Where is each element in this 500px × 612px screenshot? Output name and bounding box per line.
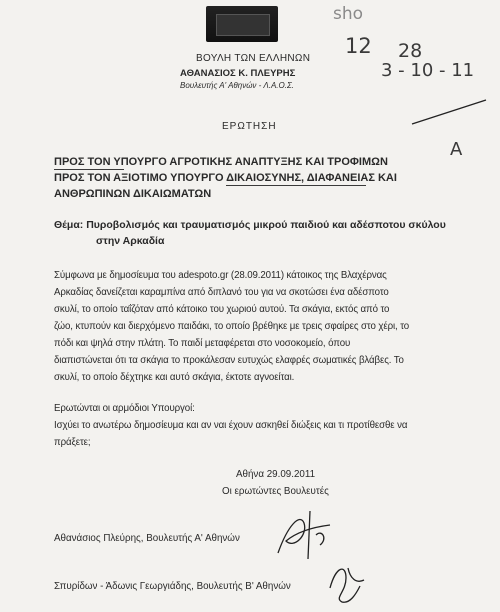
mp-role: Βουλευτής Α' Αθηνών - Λ.Α.Ο.Σ. [180, 81, 294, 90]
question-line-2: πράξετε; [54, 437, 91, 448]
document-title: ΕΡΩΤΗΣΗ [222, 121, 277, 132]
margin-stroke [410, 96, 490, 126]
signatory-2: Σπυρίδων - Άδωνις Γεωργιάδης, Βουλευτής Β' Αθηνών [54, 581, 291, 592]
addressee-line-2: ΠΡΟΣ ΤΟΝ ΑΞΙΟΤΙΜΟ ΥΠΟΥΡΓΟ ΔΙΚΑΙΟΣΥΝΗΣ, ΔΙΑΦΑΝΕΙΑΣ ΚΑΙ [54, 172, 397, 184]
signatory-1: Αθανάσιος Πλεύρης, Βουλευτής Α' Αθηνών [54, 533, 240, 544]
signature-1 [270, 505, 340, 565]
signature-2 [320, 558, 370, 608]
subject-line-1: Θέμα: Πυροβολισμός και τραυματισμός μικρού παιδιού και αδέσποτου σκύλου [54, 219, 446, 231]
body-line-6: διαπιστώνεται ότι τα σκάγια το προκάλεσαν ευτυχώς ελαφρές σωματικές βλάβες. Το [54, 355, 404, 366]
body-line-1: Σύμφωνα με δημοσίευμα του adespoto.gr (28.09.2011) κάτοικος της Βλαχέρνας [54, 270, 387, 281]
askers-label: Οι ερωτώντες Βουλευτές [222, 486, 329, 497]
underline-1 [54, 169, 124, 170]
parliament-name: ΒΟΥΛΗ ΤΩΝ ΕΛΛΗΝΩΝ [196, 53, 311, 64]
body-line-2: Αρκαδίας δανείζεται καραμπίνα από διπλανό του για να σκοτώσει ένα αδέσποτο [54, 287, 389, 298]
question-line-1: Ισχύει το ανωτέρω δημοσίευμα και αν ναι έχουν ασκηθεί διώξεις και τι προτίθεσθε να [54, 420, 408, 431]
body-line-5: πόδι και ψηλά στην πλάτη. Το παιδί μεταφέρεται στο νοσοκομείο, όπου [54, 338, 351, 349]
handwritten-number: 28 [398, 40, 423, 62]
body-line-3: σκυλί, το οποίο ταΐζόταν από κάτοικο του χωριού αυτού. Τα σκάγια, εκτός από το [54, 304, 390, 315]
body-line-7: σκυλί, το οποίο δέχτηκε και αυτό σκάγια, έκτοτε αγνοείται. [54, 372, 295, 383]
emblem-inner [216, 14, 270, 36]
stamp-text: sho [333, 4, 364, 24]
handwritten-code: 12 [345, 34, 372, 58]
handwritten-date: 3 - 10 - 11 [381, 60, 475, 81]
addressee-line-1: ΠΡΟΣ ΤΟΝ ΥΠΟΥΡΓΟ ΑΓΡΟΤΙΚΗΣ ΑΝΑΠΤΥΞΗΣ ΚΑΙ ΤΡΟΦΙΜΩΝ [54, 156, 388, 168]
margin-mark: A [450, 139, 463, 160]
subject-line-2: στην Αρκαδία [96, 235, 165, 247]
body-line-4: ζώο, κτυπούν και διερχόμενο παιδάκι, το οποίο βρέθηκε με τρεις σφαίρες στο χέρι, το [54, 321, 410, 332]
parliament-emblem [206, 6, 278, 42]
addressee-line-3: ΑΝΘΡΩΠΙΝΩΝ ΔΙΚΑΙΩΜΑΤΩΝ [54, 188, 212, 200]
underline-2 [226, 185, 366, 186]
question-intro: Ερωτώνται οι αρμόδιοι Υπουργοί: [54, 403, 195, 414]
place-date: Αθήνα 29.09.2011 [236, 469, 316, 480]
mp-name: ΑΘΑΝΑΣΙΟΣ Κ. ΠΛΕΥΡΗΣ [180, 68, 296, 79]
